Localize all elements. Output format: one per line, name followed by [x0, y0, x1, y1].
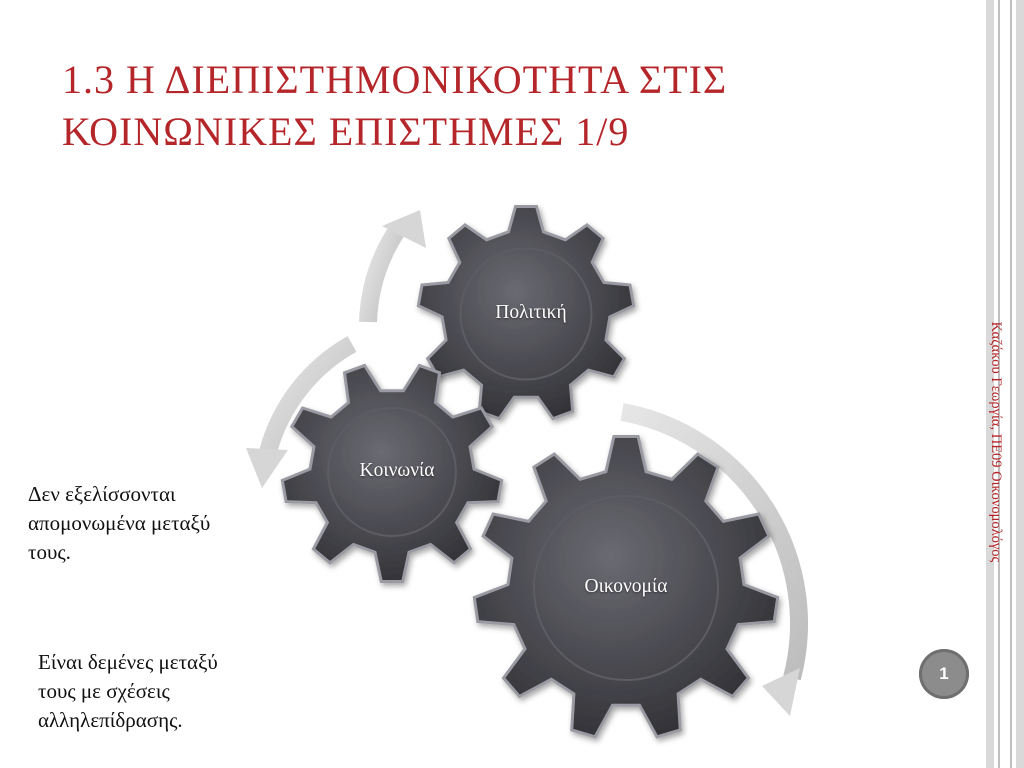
- gear-label-politiki: Πολιτική: [495, 302, 567, 323]
- text-line: απομονωμένα μεταξύ: [28, 511, 211, 535]
- title-line: ΚΟΙΝΩΝΙΚΕΣ ΕΠΙΣΤΗΜΕΣ 1/9: [62, 109, 630, 154]
- text-line: Δεν εξελίσσονται: [28, 482, 176, 506]
- text-block-interaction: [38, 648, 318, 735]
- page-number: 1: [939, 664, 949, 683]
- title-line: 1.3 Η ΔΙΕΠΙΣΤΗΜΟΝΙΚΟΤΗΤΑ ΣΤΙΣ: [62, 57, 728, 102]
- gear-label-koinonia: Κοινωνία: [359, 460, 435, 481]
- text-line: Είναι δεμένες μεταξύ: [38, 650, 218, 674]
- text-line: τους με σχέσεις: [38, 679, 170, 703]
- text-line: αλληλεπίδρασης.: [38, 708, 183, 732]
- side-author-caption: Καζάκου Γεωργία, ΠΕ09 Οικονομολόγος: [988, 321, 1004, 563]
- gear-label-oikonomia: Οικονομία: [584, 576, 668, 597]
- text-block-isolated: [28, 480, 288, 567]
- text-line: τους.: [28, 540, 71, 564]
- page-number-badge: [919, 649, 969, 699]
